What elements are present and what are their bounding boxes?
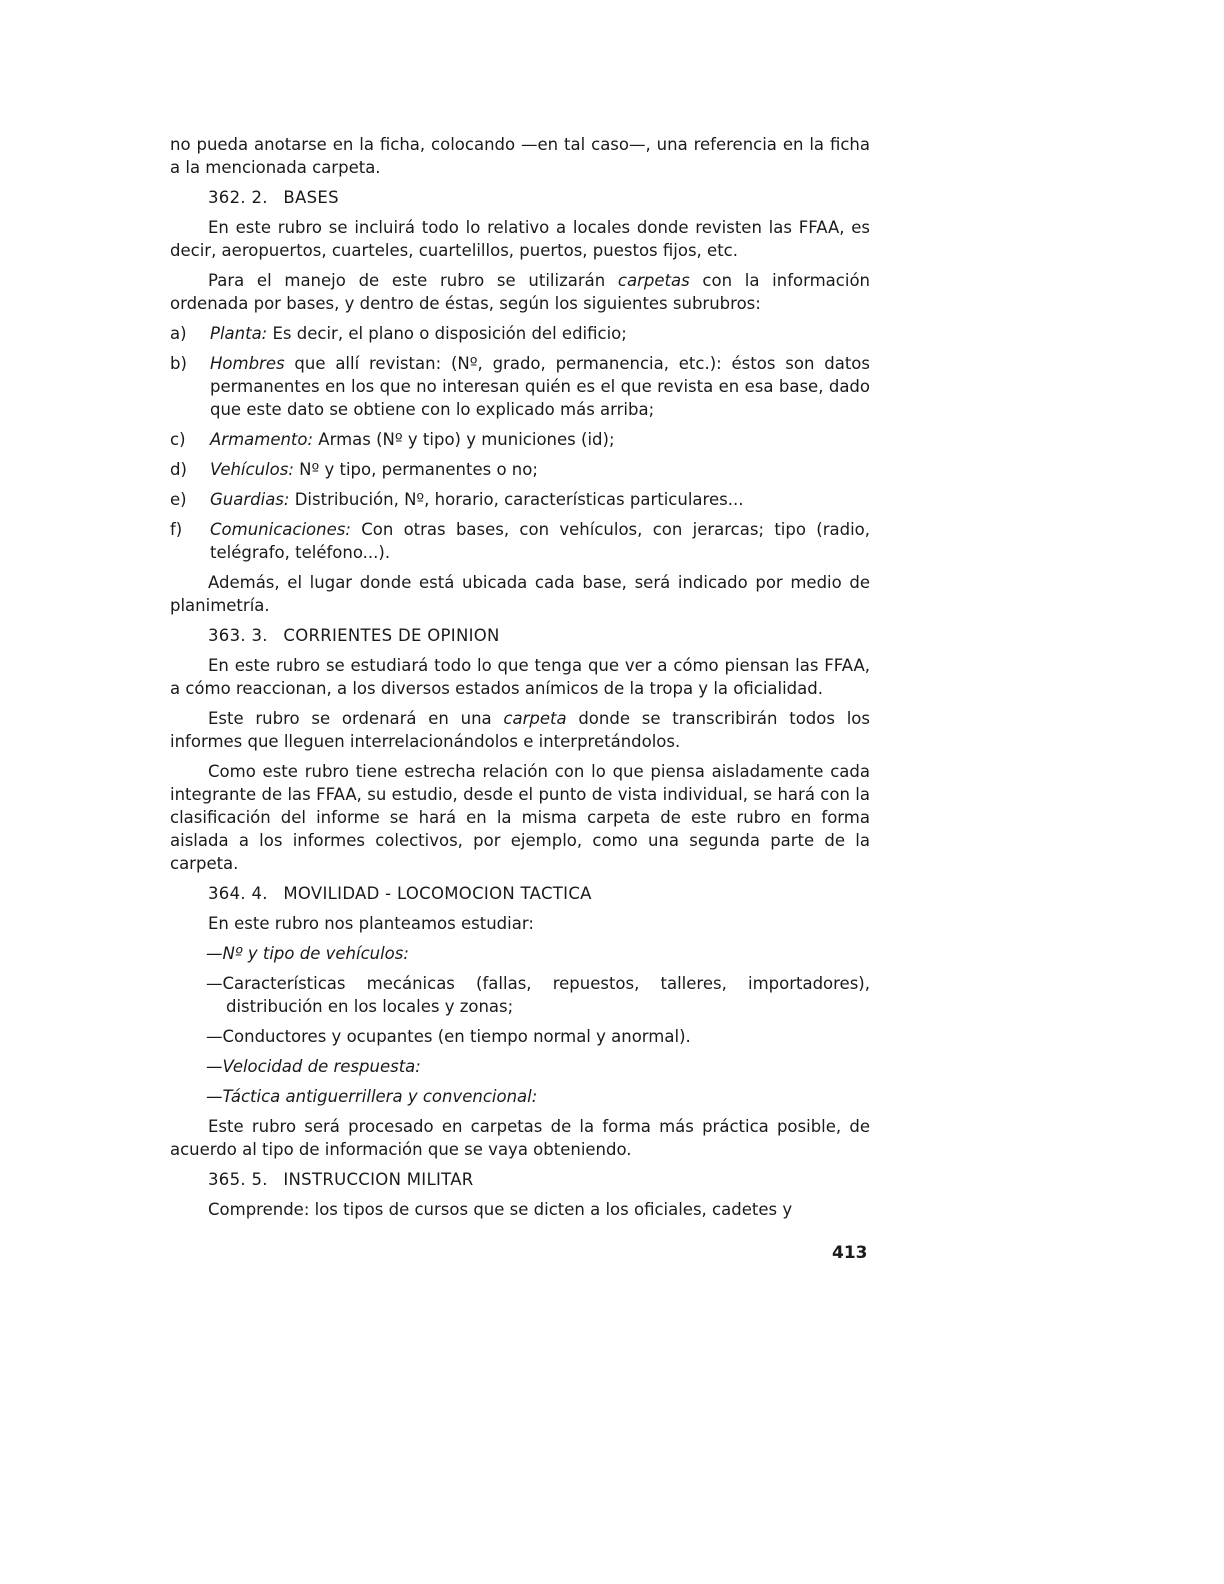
dash-item: —Conductores y ocupantes (en tiempo normal y anormal). <box>206 1027 691 1046</box>
section-number: 365. 5. <box>208 1170 268 1189</box>
section-number: 362. 2. <box>208 188 268 207</box>
list-label: f) <box>170 520 183 539</box>
list-label: a) <box>170 324 187 343</box>
page-body <box>170 133 870 1228</box>
section-363-paragraph-2: Este rubro se ordenará en una carpeta donde se transcribirán todos los informes que lleguen interrelacionándolos e interpretándolos. <box>170 709 870 751</box>
section-363-heading <box>208 624 870 647</box>
dash-item: —Táctica antiguerrillera y convencional: <box>206 1087 538 1106</box>
section-365-heading <box>208 1168 870 1191</box>
section-364-paragraph-2: Este rubro será procesado en carpetas de la forma más práctica posible, de acuerdo al tipo de información que se vaya obteniendo. <box>170 1117 870 1159</box>
section-362-heading <box>208 186 870 209</box>
list-term: Armamento: <box>210 430 314 449</box>
list-term: Vehículos: <box>210 460 294 479</box>
list-term: Hombres <box>210 354 285 373</box>
section-number: 364. 4. <box>208 884 268 903</box>
list-item <box>170 322 870 345</box>
list-text: Con otras bases, con vehículos, con jerarcas; tipo (radio, telégrafo, teléfono...). <box>210 520 870 562</box>
list-text: Distribución, Nº, horario, características particulares... <box>289 490 744 509</box>
intro-paragraph: no pueda anotarse en la ficha, colocando —en tal caso—, una referencia en la ficha a la mencionada carpeta. <box>170 135 870 177</box>
section-362-paragraph-2: Para el manejo de este rubro se utilizarán carpetas con la información ordenada por bases, y dentro de éstas, según los siguientes subrubros: <box>170 271 870 313</box>
list-text: Nº y tipo, permanentes o no; <box>293 460 538 479</box>
list-item <box>170 458 870 481</box>
list-text: que allí revistan: (Nº, grado, permanencia, etc.): éstos son datos permanentes en los que no interesan quién es el que revista en esa base, dado que este dato se obtiene con lo explicado más arriba; <box>210 354 870 419</box>
section-363-paragraph-3: Como este rubro tiene estrecha relación con lo que piensa aisladamente cada integrante de las FFAA, su estudio, desde el punto de vista individual, se hará con la clasificación del informe se hará en la misma carpeta de este rubro en forma aislada a los informes colectivos, por ejemplo, como una segunda parte de la carpeta. <box>170 762 870 873</box>
section-365-paragraph-1: Comprende: los tipos de cursos que se dicten a los oficiales, cadetes y <box>208 1200 793 1219</box>
section-title: CORRIENTES DE OPINION <box>283 626 500 645</box>
list-text: Es decir, el plano o disposición del edificio; <box>267 324 627 343</box>
section-364-paragraph-1: En este rubro nos planteamos estudiar: <box>208 914 534 933</box>
list-label: b) <box>170 354 187 373</box>
list-label: c) <box>170 430 186 449</box>
dash-item: —Características mecánicas (fallas, repuestos, talleres, importadores), distribución en los locales y zonas; <box>206 974 870 1016</box>
section-title: MOVILIDAD - LOCOMOCION TACTICA <box>283 884 592 903</box>
list-item <box>170 488 870 511</box>
dash-item: —Nº y tipo de vehículos: <box>206 944 409 963</box>
list-item <box>170 518 870 564</box>
section-363-paragraph-1: En este rubro se estudiará todo lo que tenga que ver a cómo piensan las FFAA, a cómo reaccionan, a los diversos estados anímicos de la tropa y la oficialidad. <box>170 656 870 698</box>
section-title: INSTRUCCION MILITAR <box>283 1170 474 1189</box>
section-362-paragraph-1: En este rubro se incluirá todo lo relativo a locales donde revisten las FFAA, es decir, aeropuertos, cuarteles, cuartelillos, puertos, puestos fijos, etc. <box>170 218 870 260</box>
list-term: Guardias: <box>210 490 290 509</box>
list-text: Armas (Nº y tipo) y municiones (id); <box>313 430 615 449</box>
page-number: 413 <box>832 1243 868 1263</box>
list-item <box>170 352 870 421</box>
list-term: Comunicaciones: <box>210 520 351 539</box>
section-number: 363. 3. <box>208 626 268 645</box>
dash-item: —Velocidad de respuesta: <box>206 1057 421 1076</box>
section-364-heading <box>208 882 870 905</box>
list-label: d) <box>170 460 187 479</box>
list-label: e) <box>170 490 187 509</box>
section-title: BASES <box>283 188 339 207</box>
list-term: Planta: <box>210 324 268 343</box>
section-362-paragraph-3: Además, el lugar donde está ubicada cada base, será indicado por medio de planimetría. <box>170 573 870 615</box>
list-item <box>170 428 870 451</box>
